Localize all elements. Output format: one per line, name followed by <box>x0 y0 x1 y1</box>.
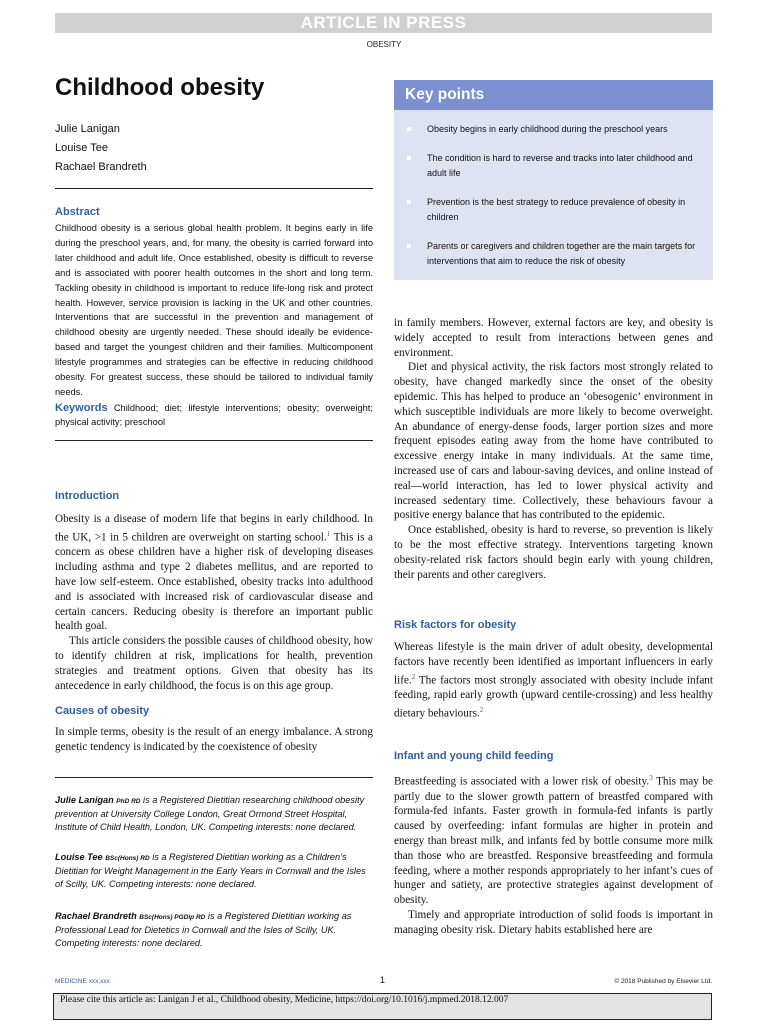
key-point-item: Parents or caregivers and children together are the main targets for interventions that aim to reduce the risk of obesity <box>405 239 700 269</box>
risk-factors-heading: Risk factors for obesity <box>394 619 517 631</box>
author-name: Julie Lanigan <box>55 123 120 135</box>
author-name: Louise Tee <box>55 142 109 154</box>
author-bio: Rachael Brandreth BSc(Hons) PGDip RD is a Registered Dietitian working as Professional Lead for Dietetics in Cornwall and the Isles of Scilly, UK. Competing interests: none declared. <box>55 911 352 948</box>
bullet-icon <box>407 244 411 248</box>
author-name: Rachael Brandreth <box>55 161 147 173</box>
divider <box>55 188 373 189</box>
reference-link[interactable]: 3 <box>649 774 653 782</box>
keywords <box>55 401 373 430</box>
paragraph: Whereas lifestyle is the main driver of adult obesity, developmental factors have recently been identified as important influencers in early life.$^2$ The factors most strongly associated with obesity include infant feeding, rapid early growth (upward centile-crossing) and less healthy dietary behaviours.$^2$ <box>394 641 713 720</box>
bullet-icon <box>407 200 411 204</box>
reference-link[interactable]: 1 <box>326 529 331 538</box>
keywords-text: Childhood; diet; lifestyle interventions; obesity; overweight; physical activity; preschool <box>55 403 373 428</box>
article-in-press-banner: ARTICLE IN PRESS <box>55 13 712 33</box>
key-point-item: The condition is hard to reverse and tracks into later childhood and adult life <box>405 151 700 181</box>
section-tag: OBESITY <box>366 40 402 49</box>
risk-factors-body <box>394 640 713 721</box>
keywords-label: Keywords <box>55 402 108 414</box>
paragraph: Timely and appropriate introduction of solid foods is important in managing obesity risk. Dietary habits established here are <box>394 908 713 936</box>
introduction-body <box>55 512 373 693</box>
paragraph: Obesity is a disease of modern life that begins in early childhood. In the UK, >1 in 5 children are overweight on starting school.$^1$ This is a concern as obese children have a higher risk of developing diseases including asthma and type 2 diabetes mellitus, and are reported to have low self-esteem. Once established, obesity tracks into adulthood and is associated with increased risk of cardiovascular disease and certain cancers. Reducing obesity is therefore an important public health goal. <box>55 513 373 633</box>
divider <box>55 777 373 778</box>
paragraph: This article considers the possible causes of childhood obesity, how to identify children at risk, implications for health, prevention strategies and treatment options. Given that obesity has its antecedence in early childhood, the focus is on this age group. <box>55 635 373 692</box>
introduction-heading: Introduction <box>55 490 120 502</box>
paragraph: Breastfeeding is associated with a lower risk of obesity.$^3$ This may be partly due to the slower growth pattern of breastfed compared with formula-fed infants. Faster growth in formula-fed infants is partly caused by overfeeding: infant formulas are higher in protein and energy than breast milk, and infants fed by bottle consume more milk than those who are breastfed. Responsive breastfeeding and formula feeding, where a mother responds appropriately to her infant’s cues of hunger and satiety, are protective strategies against development of obesity. <box>394 774 713 907</box>
journal-footer: MEDICINE xxx:xxx <box>55 978 110 985</box>
abstract-heading: Abstract <box>55 206 100 218</box>
paragraph: Diet and physical activity, the risk factors most strongly related to obesity, have changed markedly since the onset of the obesity epidemic. This has helped to produce an ‘obesogenic’ environment in which susceptible individuals are more likely to become overweight. An abundance of energy-dense foods, larger portion sizes and more frequent episodes eating away from the home have contributed to excessive energy intake in many individuals. At the same time, increased use of cars and labour-saving devices, and online instead of real—world interaction, has led to lower physical activity and increased sedentary time. Collectively, these behaviours favour a positive energy balance that has contributed to the epidemic. <box>394 361 713 522</box>
key-point-item: Prevention is the best strategy to reduce prevalence of obesity in children <box>405 195 700 225</box>
infant-feeding-body <box>394 771 713 938</box>
paragraph: Once established, obesity is hard to reverse, so prevention is likely to be the most effective strategy. Interventions targeting known obesity-related risk factors should begin early with young children, their parents and other caregivers. <box>394 524 713 581</box>
paragraph: In simple terms, obesity is the result of an energy imbalance. A strong genetic tendency is indicated by the coexistence of obesity <box>55 726 373 753</box>
reference-link[interactable]: 2 <box>411 672 416 681</box>
causes-body <box>55 725 373 755</box>
key-points-title: Key points <box>405 86 485 103</box>
key-points-list <box>405 122 700 283</box>
article-title: Childhood obesity <box>55 74 265 101</box>
paragraph: in family members. However, external factors are key, and obesity is widely accepted to result from interactions between genes and environment. <box>394 317 713 359</box>
reference-link[interactable]: 2 <box>479 705 484 714</box>
author-bio: Julie Lanigan PhD RD is a Registered Dietitian researching childhood obesity prevention at University College London, Great Ormond Street Hospital, Institute of Child Health, London, UK. Competing interests: none declared. <box>55 795 365 832</box>
bullet-icon <box>407 127 411 131</box>
divider <box>55 440 373 441</box>
infant-feeding-heading: Infant and young child feeding <box>394 750 554 762</box>
abstract-text: Childhood obesity is a serious global health problem. It begins early in life during the preschool years, and, for many, the obesity is carried forward into later childhood and adult life. Once established, obesity is difficult to reverse and is associated with poorer health outcomes in the short and long term. Tackling obesity in childhood is important to reduce life-long risk and protect health. However, service provision is lacking in the UK and other countries. Interventions that are successful in the prevention and management of childhood obesity are urgently needed. These should ideally be evidence-based and target the youngest children and their families. Multicomponent lifestyle programmes and strategies can be effective in reducing childhood obesity. For greatest success, these should be tailored to individual family needs. <box>55 223 373 397</box>
key-point-item: Obesity begins in early childhood during the preschool years <box>405 122 700 137</box>
right-column-body <box>394 316 713 582</box>
copyright-footer: © 2018 Published by Elsevier Ltd. <box>614 978 712 985</box>
author-bio: Louise Tee BSc(Hons) RD is a Registered Dietitian working as a Children’s Dietitian for Weight Management in the Early Years in Cornwall and the Isles of Scilly, UK. Competing interests: none declared. <box>55 852 366 889</box>
page-number: 1 <box>380 975 386 985</box>
citation-box: Please cite this article as: Lanigan J et al., Childhood obesity, Medicine, https://doi.org/10.1016/j.mpmed.2018.12.007 <box>53 993 712 1020</box>
causes-heading: Causes of obesity <box>55 705 150 717</box>
bullet-icon <box>407 156 411 160</box>
